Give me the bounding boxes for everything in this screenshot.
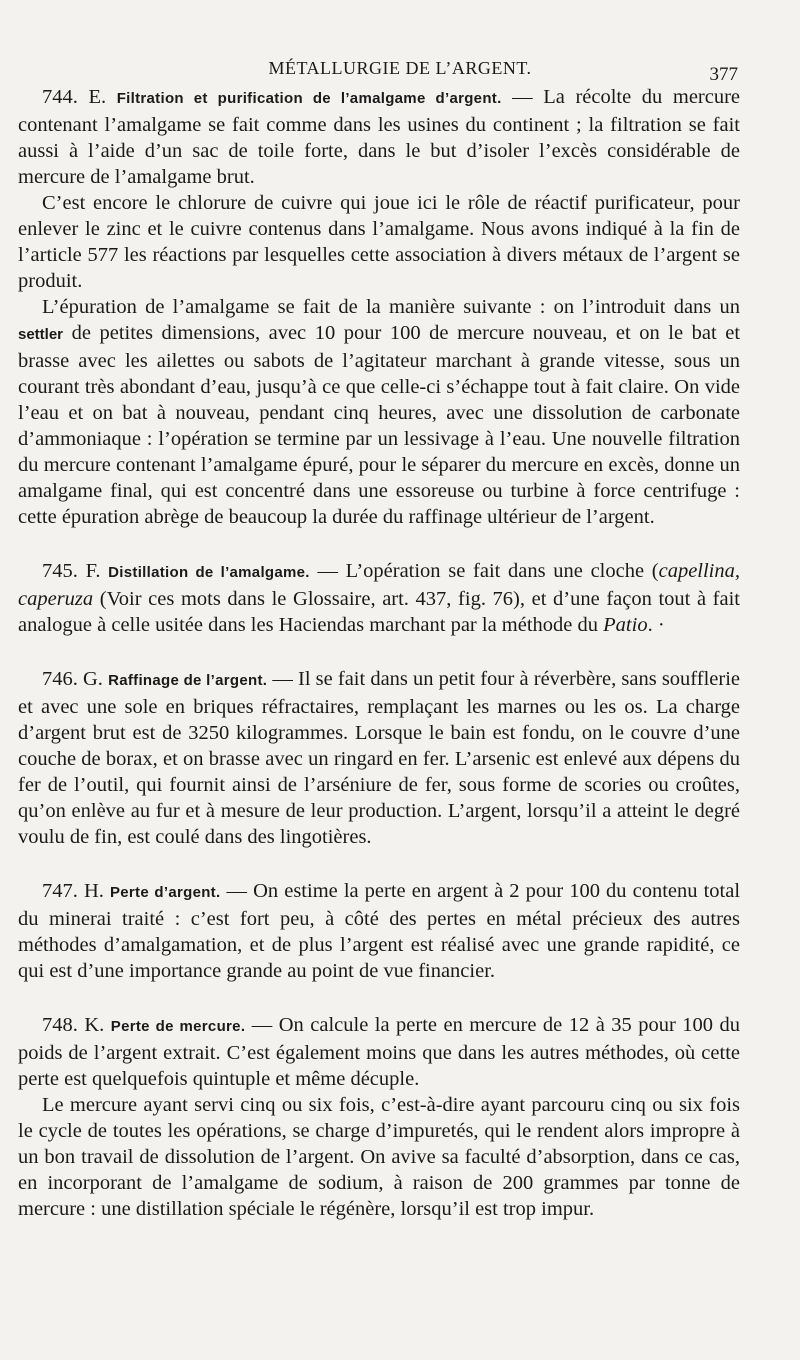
section-text: — Il se fait dans un petit four à réverbère, sans soufflerie et avec une sole en briques réfractaires, remplaçant les marnes ou les os. La charge d’argent brut est de 3250 kilogrammes. Lorsque le bain est fondu, on le couvre d’une couche de borax, et on brasse avec un ringard en fer. L’arsenic est enlevé aux dépens du fer de l’outil, qui fournit ainsi de l’arséniure de fer, sous forme de scories ou croûtes, qu’on enlève au fur et à mesure de leur production. L’argent, lorsqu’il a atteint le degré voulu de fin, est coulé dans des lingotières. [18, 668, 740, 848]
section-748 [18, 1012, 740, 1092]
section-number: 747. H. [42, 880, 104, 902]
paragraph: C’est encore le chlorure de cuivre qui joue ici le rôle de réactif purificateur, pour enlever le zinc et le cuivre contenus dans l’amalgame. Nous avons indiqué à la fin de l’article 577 les réactions par lesquelles cette association à divers métaux de l’argent se produit. [18, 192, 740, 292]
section-heading: Raffinage de l’argent. [108, 672, 268, 689]
section-number: 744. E. [42, 86, 107, 108]
section-747 [18, 878, 740, 984]
section-text: — On estime la perte en argent à 2 pour 100 du contenu total du minerai traité : c’est fort peu, à côté des pertes en métal précieux des autres méthodes d’amalgamation, et de plus l’argent est réalisé avec une grande rapidité, ce qui est d’une importance grande au point de vue financier. [18, 880, 741, 982]
section-745: 745. F. Distillation de l’amalgame. — L’opération se fait dans une cloche (capellina, caperuza (Voir ces mots dans le Glossaire, art. 437, fig. 76), et d’une façon tout à fait analogue à celle usitée dans les Haciendas marchant par la méthode du Patio. · [18, 560, 741, 636]
italic-term: capellina, caperuza [18, 560, 741, 610]
paragraph: Le mercure ayant servi cinq ou six fois, c’est-à-dire ayant parcouru cinq ou six fois le cycle de toutes les opérations, se charge d’impuretés, qui le rendent alors impropre à un bon travail de dissolution de l’argent. On avive sa faculté d’absorption, dans ce cas, en incorporant de l’amalgame de sodium, à raison de 200 grammes par tonne de mercure : une distillation spéciale le régénère, lorsqu’il est trop impur. [18, 1094, 740, 1220]
page-body [18, 84, 740, 1222]
term-settler: settler [18, 326, 64, 343]
page-number: 377 [709, 64, 738, 85]
section-text: — La récolte du mercure contenant l’amalgame se fait comme dans les usines du continent ; la filtration se fait aussi à l’aide d’un sac de toile forte, dans le but d’isoler l’excès considérable de mercure de l’amalgame brut. [18, 86, 741, 188]
section-heading: Filtration et purification de l’amalgame d’argent. [116, 90, 502, 107]
section-number: 748. K. [42, 1014, 105, 1036]
section-heading: Distillation de l’amalgame. [108, 564, 310, 581]
section-number: 745. F. [42, 560, 101, 582]
section-text: — On calcule la perte en mercure de 12 à 35 pour 100 du poids de l’argent extrait. C’est également moins que dans les autres méthodes, où cette perte est quelquefois quintuple et même décuple. [18, 1014, 741, 1090]
section-number: 746. G. [42, 668, 103, 690]
page-header [0, 56, 800, 86]
section-746 [18, 666, 740, 850]
section-heading: Perte de mercure. [110, 1018, 246, 1035]
paragraph: L’épuration de l’amalgame se fait de la manière suivante : on l’introduit dans un settler de petites dimensions, avec 10 pour 100 de mercure nouveau, et on le bat et brasse avec les ailettes ou sabots de l’agitateur marchant à grande vitesse, sous un courant très abondant d’eau, jusqu’à ce que celle-ci s’échappe tout à fait claire. On vide l’eau et on bat à nouveau, pendant cinq heures, avec une dissolution de carbonate d’ammoniaque : l’opération se termine par un lessivage à l’eau. Une nouvelle filtration du mercure contenant l’amalgame épuré, pour le séparer du mercure en excès, donne un amalgame final, qui est concentré dans une essoreuse ou turbine à force centrifuge : cette épuration abrège de beaucoup la durée du raffinage ultérieur de l’argent. [18, 296, 741, 528]
section-heading: Perte d’argent. [109, 884, 221, 901]
section-744 [18, 84, 740, 190]
running-title: MÉTALLURGIE DE L’ARGENT. [268, 58, 532, 78]
italic-term: Patio [603, 614, 648, 636]
